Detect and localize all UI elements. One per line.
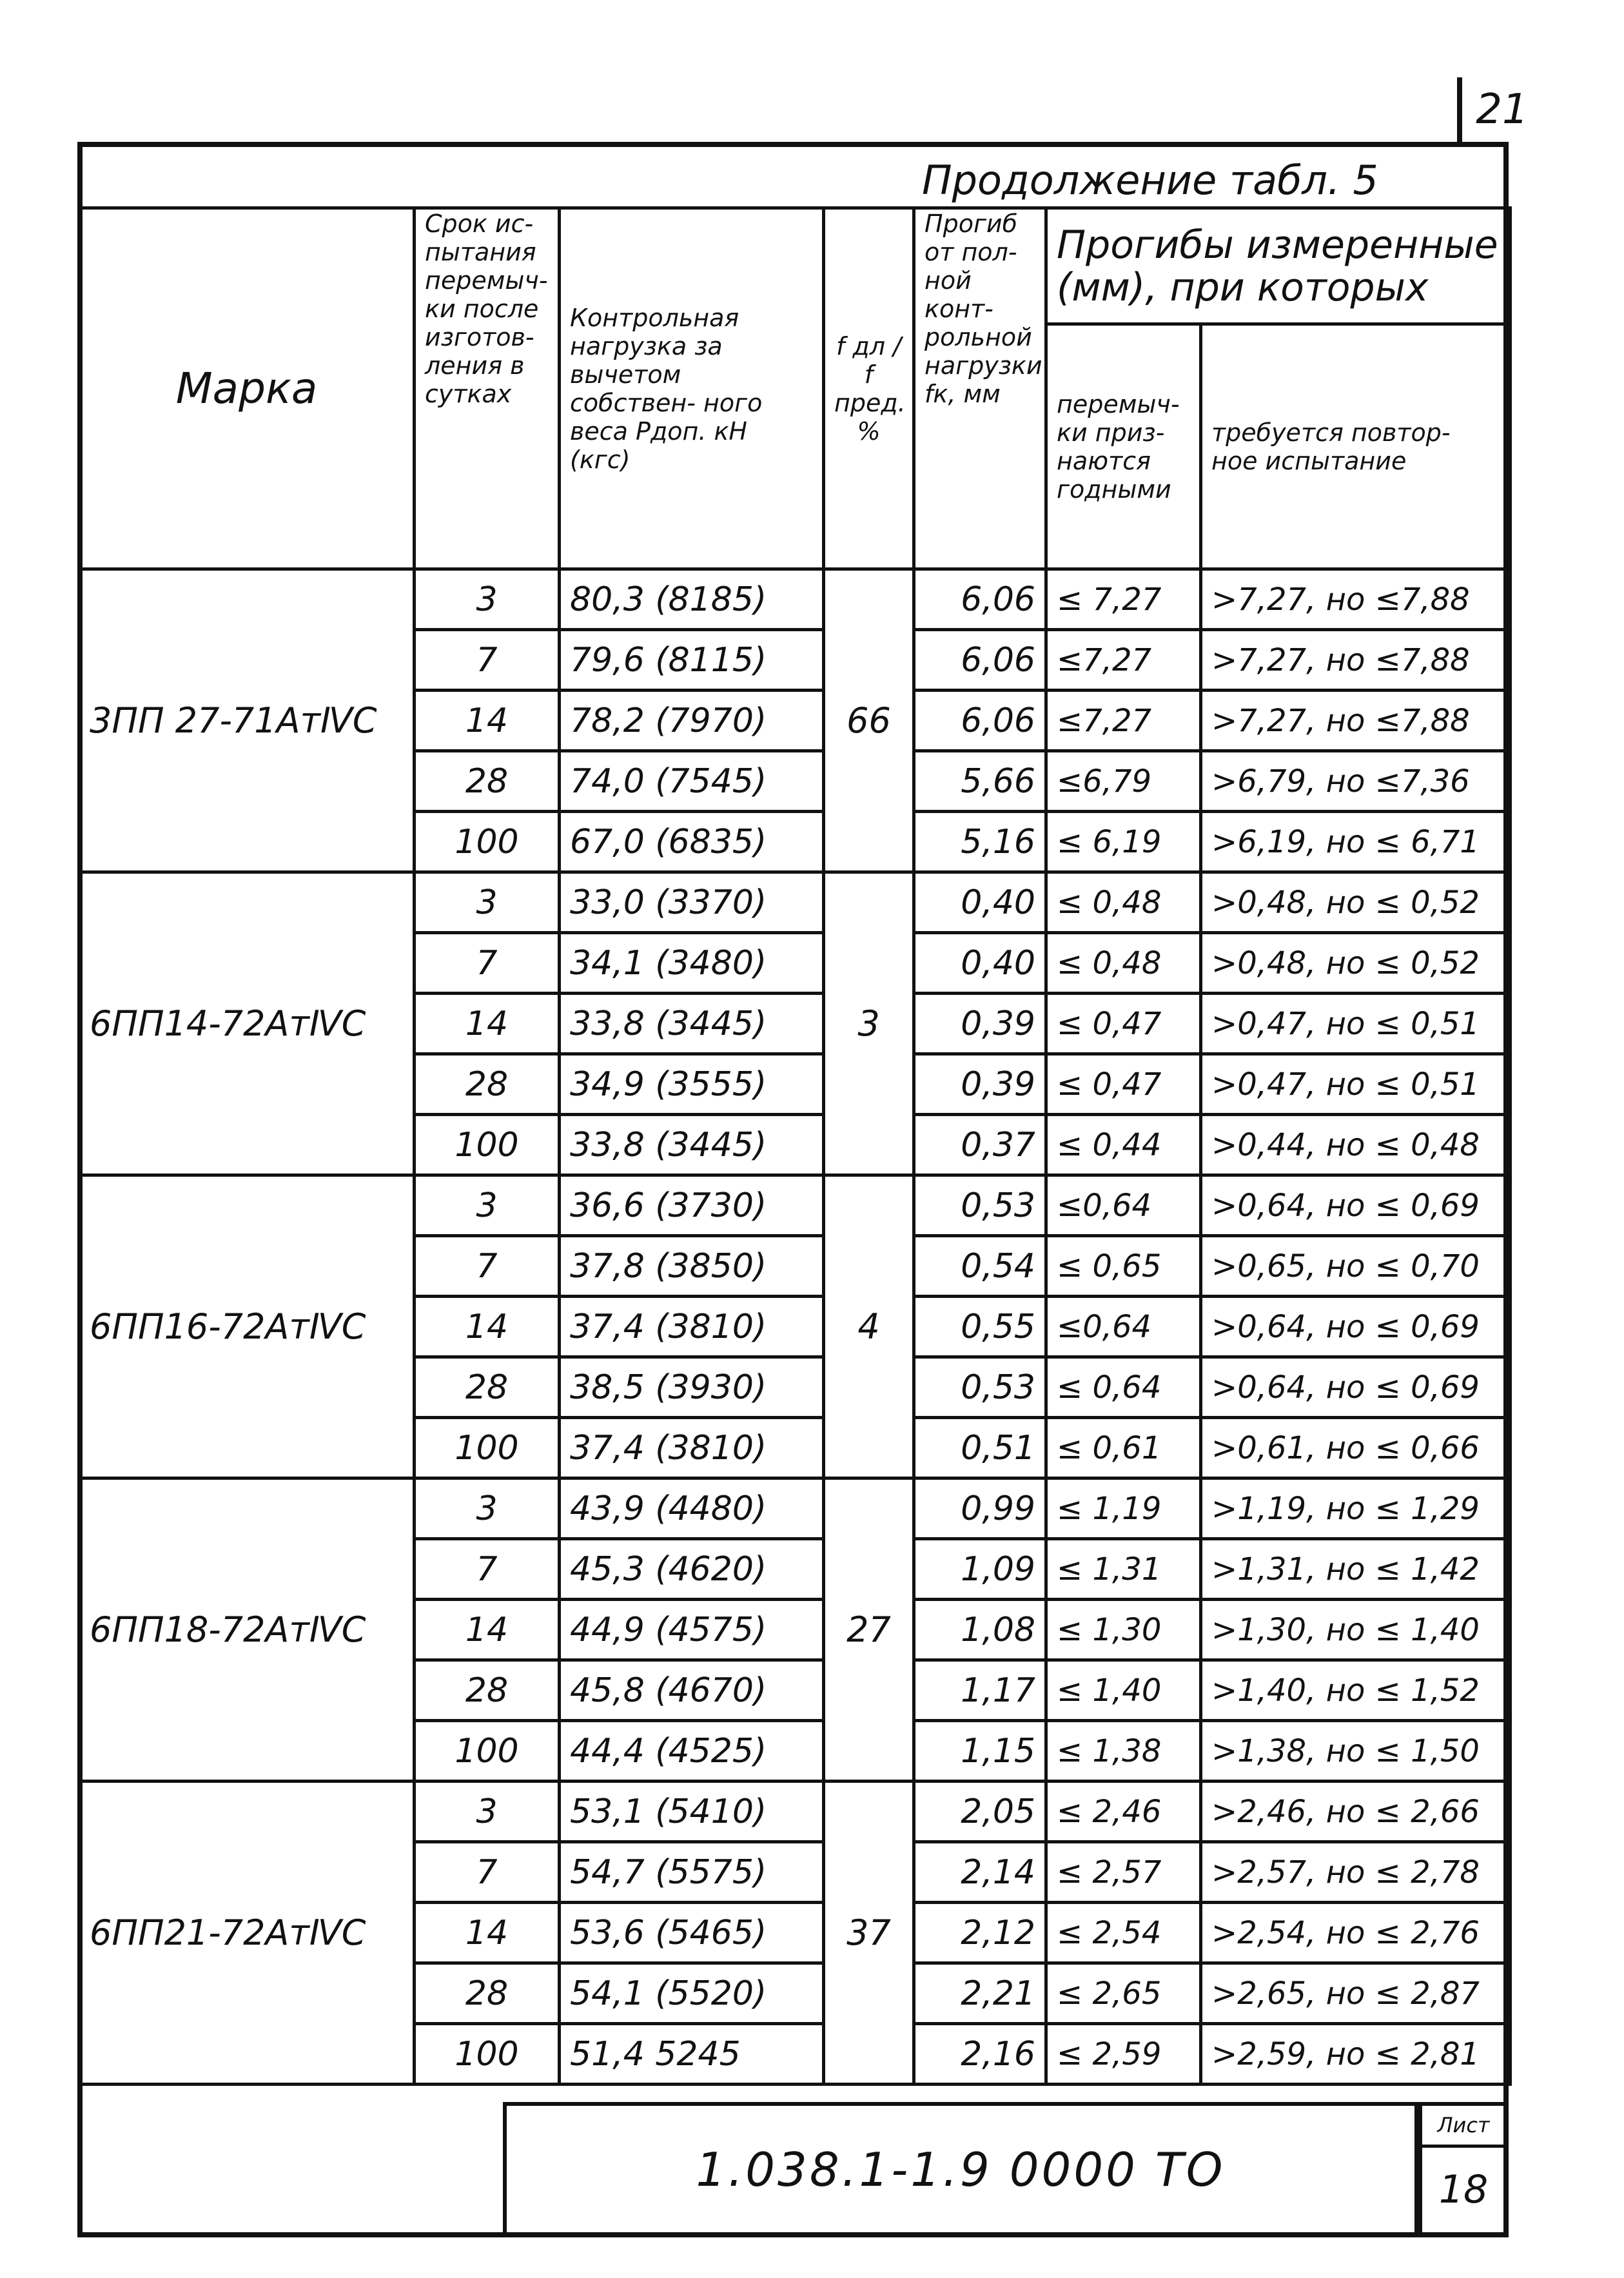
deflection-cell: 6,06 <box>914 630 1046 691</box>
retest-cell: >0,47, но ≤ 0,51 <box>1201 1054 1511 1115</box>
term-cell: 14 <box>415 1903 560 1963</box>
load-cell: 53,1 (5410) <box>560 1782 824 1842</box>
term-cell: 7 <box>415 933 560 994</box>
marka-cell: 6ПП21-72АтⅣС <box>79 1782 415 2085</box>
retest-cell: >6,19, но ≤ 6,71 <box>1201 812 1511 872</box>
load-cell: 79,6 (8115) <box>560 630 824 691</box>
retest-cell: >1,19, но ≤ 1,29 <box>1201 1478 1511 1539</box>
load-cell: 38,5 (3930) <box>560 1357 824 1418</box>
load-cell: 44,9 (4575) <box>560 1600 824 1660</box>
accepted-cell: ≤ 0,48 <box>1046 933 1201 994</box>
deflection-cell: 0,40 <box>914 933 1046 994</box>
accepted-cell: ≤ 1,31 <box>1046 1539 1201 1600</box>
term-cell: 28 <box>415 1357 560 1418</box>
header-test-term: Срок ис- пытания перемыч- ки после изготов- ления в сутках <box>415 208 560 569</box>
accepted-cell: ≤7,27 <box>1046 691 1201 751</box>
page-number: 21 <box>1476 86 1529 133</box>
term-cell: 100 <box>415 1418 560 1478</box>
accepted-cell: ≤ 1,40 <box>1046 1660 1201 1721</box>
deflection-cell: 5,16 <box>914 812 1046 872</box>
deflection-cell: 2,21 <box>914 1963 1046 2024</box>
retest-cell: >0,44, но ≤ 0,48 <box>1201 1115 1511 1175</box>
load-cell: 37,4 (3810) <box>560 1297 824 1357</box>
deflection-cell: 6,06 <box>914 691 1046 751</box>
sheet-label: Лист <box>1422 2106 1505 2148</box>
load-cell: 67,0 (6835) <box>560 812 824 872</box>
marka-cell: 6ПП14-72АтⅣС <box>79 872 415 1175</box>
table-row <box>79 1478 1511 1539</box>
marka-cell: 6ПП18-72АтⅣС <box>79 1478 415 1782</box>
marka-cell: 3ПП 27-71АтⅣС <box>79 569 415 872</box>
deflection-cell: 0,39 <box>914 994 1046 1054</box>
load-cell: 45,8 (4670) <box>560 1660 824 1721</box>
retest-cell: >2,65, но ≤ 2,87 <box>1201 1963 1511 2024</box>
accepted-cell: ≤ 0,61 <box>1046 1418 1201 1478</box>
deflection-cell: 2,12 <box>914 1903 1046 1963</box>
deflection-cell: 0,53 <box>914 1357 1046 1418</box>
retest-cell: >0,48, но ≤ 0,52 <box>1201 933 1511 994</box>
load-cell: 54,1 (5520) <box>560 1963 824 2024</box>
table-row <box>79 872 1511 933</box>
accepted-cell: ≤7,27 <box>1046 630 1201 691</box>
retest-cell: >1,40, но ≤ 1,52 <box>1201 1660 1511 1721</box>
retest-cell: >7,27, но ≤7,88 <box>1201 569 1511 630</box>
deflection-cell: 2,05 <box>914 1782 1046 1842</box>
load-cell: 37,8 (3850) <box>560 1236 824 1297</box>
load-cell: 33,8 (3445) <box>560 994 824 1054</box>
deflection-cell: 0,51 <box>914 1418 1046 1478</box>
load-cell: 34,1 (3480) <box>560 933 824 994</box>
table-row <box>79 569 1511 630</box>
term-cell: 14 <box>415 1297 560 1357</box>
header-marka: Марка <box>79 208 415 569</box>
sheet-number-box <box>1418 2102 1509 2237</box>
accepted-cell: ≤ 0,48 <box>1046 872 1201 933</box>
header-control-load: Контрольная нагрузка за вычетом собствен- ного веса Рдоп. кН (кгс) <box>560 208 824 569</box>
term-cell: 14 <box>415 994 560 1054</box>
deflection-cell: 6,06 <box>914 569 1046 630</box>
term-cell: 3 <box>415 1478 560 1539</box>
accepted-cell: ≤ 2,57 <box>1046 1842 1201 1903</box>
accepted-cell: ≤ 0,47 <box>1046 1054 1201 1115</box>
deflection-cell: 0,54 <box>914 1236 1046 1297</box>
term-cell: 28 <box>415 1660 560 1721</box>
accepted-cell: ≤ 2,65 <box>1046 1963 1201 2024</box>
accepted-cell: ≤ 2,54 <box>1046 1903 1201 1963</box>
term-cell: 100 <box>415 1721 560 1782</box>
load-cell: 43,9 (4480) <box>560 1478 824 1539</box>
deflection-table <box>77 206 1512 2086</box>
term-cell: 28 <box>415 1054 560 1115</box>
retest-cell: >7,27, но ≤7,88 <box>1201 630 1511 691</box>
retest-cell: >2,54, но ≤ 2,76 <box>1201 1903 1511 1963</box>
accepted-cell: ≤0,64 <box>1046 1297 1201 1357</box>
retest-cell: >0,65, но ≤ 0,70 <box>1201 1236 1511 1297</box>
deflection-cell: 5,66 <box>914 751 1046 812</box>
deflection-cell: 1,09 <box>914 1539 1046 1600</box>
load-cell: 33,0 (3370) <box>560 872 824 933</box>
deflection-cell: 0,37 <box>914 1115 1046 1175</box>
accepted-cell: ≤ 0,64 <box>1046 1357 1201 1418</box>
load-cell: 80,3 (8185) <box>560 569 824 630</box>
term-cell: 3 <box>415 1175 560 1236</box>
ratio-cell: 66 <box>824 569 914 872</box>
term-cell: 3 <box>415 872 560 933</box>
accepted-cell: ≤ 2,59 <box>1046 2024 1201 2085</box>
retest-cell: >2,46, но ≤ 2,66 <box>1201 1782 1511 1842</box>
load-cell: 54,7 (5575) <box>560 1842 824 1903</box>
retest-cell: >1,30, но ≤ 1,40 <box>1201 1600 1511 1660</box>
accepted-cell: ≤ 7,27 <box>1046 569 1201 630</box>
ratio-cell: 37 <box>824 1782 914 2085</box>
term-cell: 14 <box>415 691 560 751</box>
accepted-cell: ≤ 2,46 <box>1046 1782 1201 1842</box>
accepted-cell: ≤ 1,38 <box>1046 1721 1201 1782</box>
deflection-cell: 1,08 <box>914 1600 1046 1660</box>
term-cell: 100 <box>415 2024 560 2085</box>
load-cell: 45,3 (4620) <box>560 1539 824 1600</box>
load-cell: 34,9 (3555) <box>560 1054 824 1115</box>
deflection-cell: 2,16 <box>914 2024 1046 2085</box>
deflection-cell: 1,15 <box>914 1721 1046 1782</box>
ratio-cell: 4 <box>824 1175 914 1478</box>
term-cell: 14 <box>415 1600 560 1660</box>
term-cell: 3 <box>415 1782 560 1842</box>
accepted-cell: ≤ 1,19 <box>1046 1478 1201 1539</box>
ratio-cell: 3 <box>824 872 914 1175</box>
accepted-cell: ≤ 0,44 <box>1046 1115 1201 1175</box>
term-cell: 28 <box>415 1963 560 2024</box>
load-cell: 53,6 (5465) <box>560 1903 824 1963</box>
retest-cell: >1,38, но ≤ 1,50 <box>1201 1721 1511 1782</box>
document-code-stamp: 1.038.1-1.9 0000 ТО <box>503 2102 1418 2237</box>
retest-cell: >2,57, но ≤ 2,78 <box>1201 1842 1511 1903</box>
term-cell: 100 <box>415 812 560 872</box>
header-full-load-deflection: Прогиб от пол- ной конт- рольной нагрузки fк, мм <box>914 208 1046 569</box>
term-cell: 7 <box>415 1539 560 1600</box>
retest-cell: >1,31, но ≤ 1,42 <box>1201 1539 1511 1600</box>
load-cell: 36,6 (3730) <box>560 1175 824 1236</box>
retest-cell: >0,61, но ≤ 0,66 <box>1201 1418 1511 1478</box>
term-cell: 3 <box>415 569 560 630</box>
retest-cell: >7,27, но ≤7,88 <box>1201 691 1511 751</box>
deflection-cell: 0,55 <box>914 1297 1046 1357</box>
header-measured-deflections: Прогибы измеренные (мм), при которых <box>1046 208 1511 324</box>
deflection-cell: 2,14 <box>914 1842 1046 1903</box>
load-cell: 37,4 (3810) <box>560 1418 824 1478</box>
retest-cell: >0,64, но ≤ 0,69 <box>1201 1357 1511 1418</box>
retest-cell: >0,64, но ≤ 0,69 <box>1201 1297 1511 1357</box>
deflection-cell: 0,99 <box>914 1478 1046 1539</box>
term-cell: 7 <box>415 630 560 691</box>
deflection-cell: 0,39 <box>914 1054 1046 1115</box>
header-retest-required: требуется повтор- ное испытание <box>1201 324 1511 569</box>
accepted-cell: ≤ 1,30 <box>1046 1600 1201 1660</box>
ratio-cell: 27 <box>824 1478 914 1782</box>
accepted-cell: ≤ 6,19 <box>1046 812 1201 872</box>
term-cell: 7 <box>415 1236 560 1297</box>
sheet-number: 18 <box>1438 2167 1489 2212</box>
header-deflection-ratio: f дл / f пред. % <box>824 208 914 569</box>
load-cell: 74,0 (7545) <box>560 751 824 812</box>
table-row <box>79 1782 1511 1842</box>
deflection-cell: 1,17 <box>914 1660 1046 1721</box>
retest-cell: >0,64, но ≤ 0,69 <box>1201 1175 1511 1236</box>
accepted-cell: ≤6,79 <box>1046 751 1201 812</box>
deflection-cell: 0,40 <box>914 872 1046 933</box>
retest-cell: >0,47, но ≤ 0,51 <box>1201 994 1511 1054</box>
retest-cell: >2,59, но ≤ 2,81 <box>1201 2024 1511 2085</box>
table-row <box>79 1175 1511 1236</box>
load-cell: 51,4 5245 <box>560 2024 824 2085</box>
accepted-cell: ≤ 0,65 <box>1046 1236 1201 1297</box>
term-cell: 7 <box>415 1842 560 1903</box>
retest-cell: >0,48, но ≤ 0,52 <box>1201 872 1511 933</box>
marka-cell: 6ПП16-72АтⅣС <box>79 1175 415 1478</box>
load-cell: 33,8 (3445) <box>560 1115 824 1175</box>
accepted-cell: ≤0,64 <box>1046 1175 1201 1236</box>
term-cell: 100 <box>415 1115 560 1175</box>
retest-cell: >6,79, но ≤7,36 <box>1201 751 1511 812</box>
table-continuation-caption: Продолжение табл. 5 <box>922 157 1378 204</box>
load-cell: 44,4 (4525) <box>560 1721 824 1782</box>
deflection-cell: 0,53 <box>914 1175 1046 1236</box>
header-accepted: перемыч- ки приз- наются годными <box>1046 324 1201 569</box>
accepted-cell: ≤ 0,47 <box>1046 994 1201 1054</box>
term-cell: 28 <box>415 751 560 812</box>
load-cell: 78,2 (7970) <box>560 691 824 751</box>
page-number-divider <box>1457 77 1462 145</box>
